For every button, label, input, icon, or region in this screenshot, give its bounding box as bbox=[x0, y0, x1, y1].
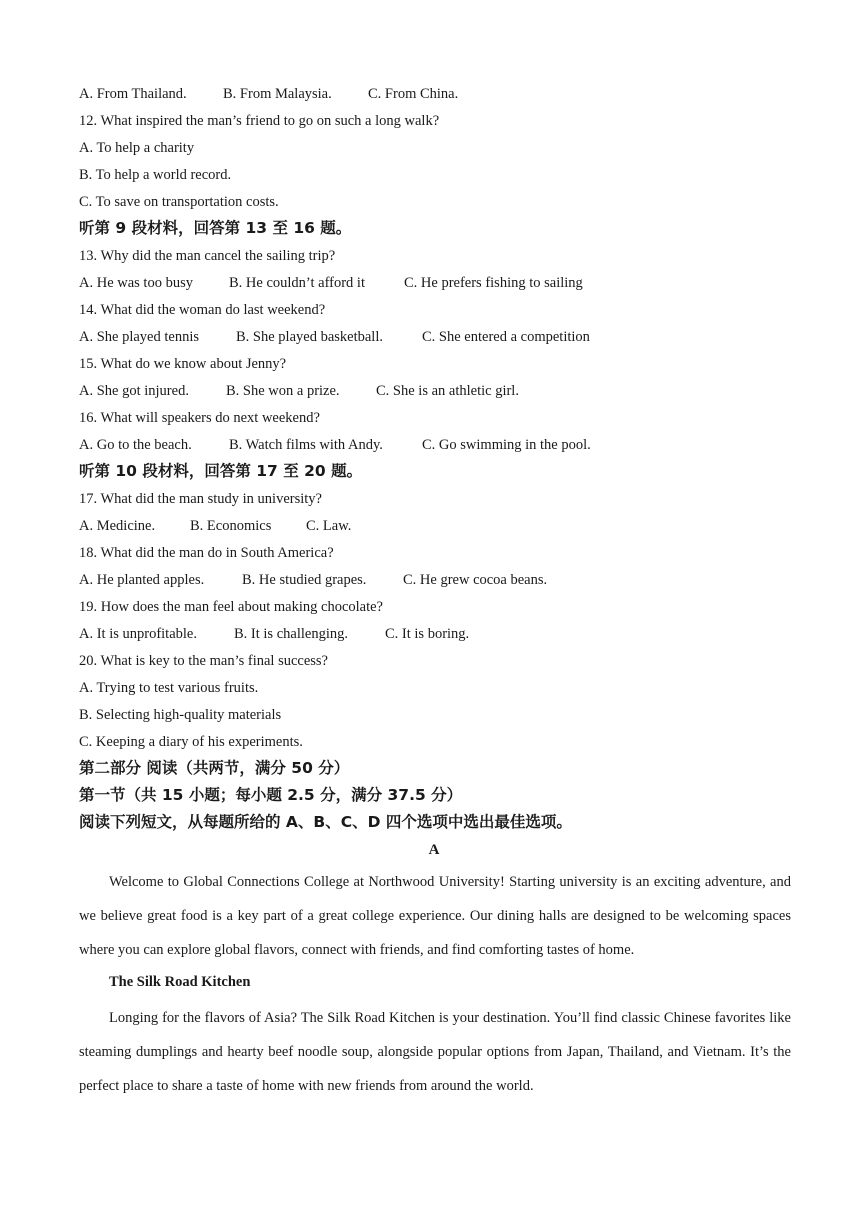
q18-options bbox=[79, 571, 547, 589]
section-10-heading: 听第 10 段材料，回答第 17 至 20 题。 bbox=[79, 462, 363, 480]
q16-option-b: B. Watch films with Andy. bbox=[229, 437, 383, 453]
q13-option-c: C. He prefers fishing to sailing bbox=[404, 275, 583, 291]
section-9-heading: 听第 9 段材料，回答第 13 至 16 题。 bbox=[79, 219, 352, 237]
passage-paragraph-2: Longing for the flavors of Asia? The Silk Road Kitchen is your destination. You’ll find classic Chinese favorites like steaming dumplings and hearty beef noodle soup, alongside popular options from Japan, Thailand, and Vietnam. It’s the perfect place to share a taste of home with new friends from around the world. bbox=[79, 1010, 791, 1094]
q11-option-a: A. From Thailand. bbox=[79, 86, 187, 102]
q13-option-a: A. He was too busy bbox=[79, 275, 193, 291]
q18-option-b: B. He studied grapes. bbox=[242, 572, 367, 588]
q15-option-a: A. She got injured. bbox=[79, 383, 189, 399]
q19-stem: 19. How does the man feel about making chocolate? bbox=[79, 599, 383, 615]
q14-option-c: C. She entered a competition bbox=[422, 329, 590, 345]
q18-stem: 18. What did the man do in South America? bbox=[79, 545, 334, 561]
q16-stem: 16. What will speakers do next weekend? bbox=[79, 410, 320, 426]
q15-options bbox=[79, 382, 519, 400]
q17-option-c: C. Law. bbox=[306, 518, 352, 534]
q19-option-a: A. It is unprofitable. bbox=[79, 626, 197, 642]
q14-option-a: A. She played tennis bbox=[79, 329, 200, 345]
q12-option-c: C. To save on transportation costs. bbox=[79, 194, 279, 210]
q15-stem: 15. What do we know about Jenny? bbox=[79, 356, 287, 372]
passage-label: A bbox=[428, 842, 440, 858]
q14-stem: 14. What did the woman do last weekend? bbox=[79, 302, 326, 318]
q17-option-b: B. Economics bbox=[190, 518, 272, 534]
part-2-title: 第二部分 阅读（共两节，满分 50 分） bbox=[79, 759, 350, 777]
q11-option-c: C. From China. bbox=[368, 86, 459, 102]
q20-option-b: B. Selecting high-quality materials bbox=[79, 707, 282, 723]
q20-option-a: A. Trying to test various fruits. bbox=[79, 680, 259, 696]
q13-stem: 13. Why did the man cancel the sailing trip? bbox=[79, 248, 336, 264]
q19-option-c: C. It is boring. bbox=[385, 626, 470, 642]
q15-option-c: C. She is an athletic girl. bbox=[376, 383, 519, 399]
part-2-section-1: 第一节（共 15 小题；每小题 2.5 分，满分 37.5 分） bbox=[79, 786, 463, 804]
q15-option-b: B. She won a prize. bbox=[226, 383, 340, 399]
q19-option-b: B. It is challenging. bbox=[234, 626, 348, 642]
q19-options bbox=[79, 625, 469, 643]
q11-options bbox=[79, 85, 458, 103]
q13-option-b: B. He couldn’t afford it bbox=[229, 275, 365, 291]
q11-option-b: B. From Malaysia. bbox=[223, 86, 332, 102]
q12-option-a: A. To help a charity bbox=[79, 140, 195, 156]
q16-option-c: C. Go swimming in the pool. bbox=[422, 437, 591, 453]
passage-subheading: The Silk Road Kitchen bbox=[109, 974, 251, 990]
q17-options bbox=[79, 517, 351, 535]
q12-option-b: B. To help a world record. bbox=[79, 167, 232, 183]
part-2-instruction: 阅读下列短文，从每题所给的 A、B、C、D 四个选项中选出最佳选项。 bbox=[79, 813, 572, 831]
q14-options bbox=[79, 328, 590, 346]
q18-option-a: A. He planted apples. bbox=[79, 572, 205, 588]
q20-option-c: C. Keeping a diary of his experiments. bbox=[79, 734, 303, 750]
passage-paragraph-1: Welcome to Global Connections College at Northwood University! Starting university is an exciting adventure, and we believe great food is a key part of a great college experience. Our dining halls are designed to be welcoming spaces where you can explore global flavors, connect with friends, and find comforting tastes of home. bbox=[79, 874, 791, 958]
q13-options bbox=[79, 274, 583, 292]
q20-stem: 20. What is key to the man’s final success? bbox=[79, 653, 328, 669]
q12-stem: 12. What inspired the man’s friend to go on such a long walk? bbox=[79, 113, 440, 129]
q18-option-c: C. He grew cocoa beans. bbox=[403, 572, 548, 588]
q16-option-a: A. Go to the beach. bbox=[79, 437, 192, 453]
q16-options bbox=[79, 436, 591, 454]
q17-stem: 17. What did the man study in university? bbox=[79, 491, 322, 507]
q14-option-b: B. She played basketball. bbox=[236, 329, 383, 345]
q17-option-a: A. Medicine. bbox=[79, 518, 156, 534]
